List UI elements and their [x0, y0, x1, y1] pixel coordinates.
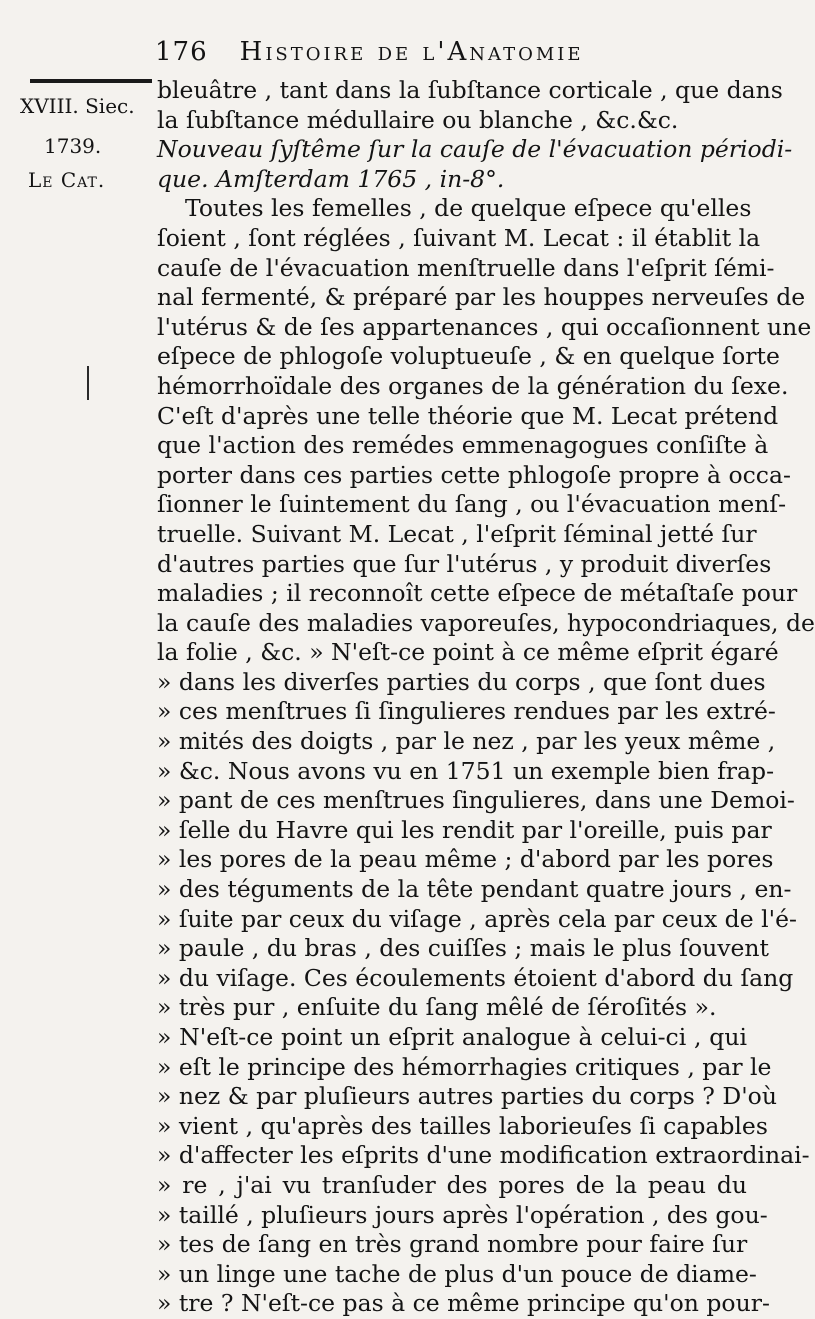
- book-title-line: Nouveau ſyſtême ſur la cauſe de l'évacuation périodi-: [157, 135, 793, 164]
- text-line: » pant de ces menſtrues ſingulieres, dans une Demoi-: [157, 786, 795, 815]
- text-line: la folie , &c. » N'eſt-ce point à ce même eſprit égaré: [157, 638, 779, 667]
- margin-note-author: Le Cat.: [28, 168, 106, 192]
- margin-note-century: XVIII. Siec.: [20, 94, 135, 118]
- text-line: la ſubſtance médullaire ou blanche , &c.&c.: [157, 105, 679, 134]
- book-title-line: que. Amſterdam 1765 , in-8°.: [157, 164, 505, 193]
- running-title: Histoire de l'Anatomie: [239, 37, 584, 67]
- text-line: » des téguments de la tête pendant quatre jours , en-: [157, 875, 792, 904]
- running-header: [155, 32, 755, 72]
- text-line: eſpece de phlogoſe voluptueuſe , & en quelque ſorte: [157, 342, 780, 371]
- text-line: » ces menſtrues ſi ſingulieres rendues par les extré-: [157, 697, 776, 726]
- text-line: maladies ; il reconnoît cette eſpece de métaſtaſe pour: [157, 579, 798, 608]
- text-line: ſoient , ſont réglées , ſuivant M. Lecat : il établit la: [157, 223, 761, 252]
- page-number: 176: [155, 37, 208, 67]
- text-line: Toutes les femelles , de quelque eſpece qu'elles: [185, 194, 752, 223]
- text-line: nal fermenté, & préparé par les houppes nerveuſes de: [157, 283, 806, 312]
- text-line: cauſe de l'évacuation menſtruelle dans l'eſprit ſémi-: [157, 253, 775, 282]
- text-line: » re , j'ai vu tranſuder des pores de la peau du: [157, 1170, 747, 1199]
- text-line: » paule , du bras , des cuiſſes ; mais le plus ſouvent: [157, 934, 769, 963]
- text-line: d'autres parties que ſur l'utérus , y produit diverſes: [157, 549, 772, 578]
- text-line: » taillé , pluſieurs jours après l'opération , des gou-: [157, 1200, 768, 1229]
- text-line: » du viſage. Ces écoulements étoient d'abord du ſang: [157, 963, 794, 992]
- text-line: que l'action des remédes emmenagogues conſiſte à: [157, 431, 769, 460]
- text-line: » vient , qu'après des tailles laborieuſes ſi capables: [157, 1111, 768, 1140]
- text-line: » d'affecter les eſprits d'une modification extraordinai-: [157, 1141, 810, 1170]
- text-line: » mités des doigts , par le nez , par les yeux même ,: [157, 727, 776, 756]
- margin-rule: [30, 79, 152, 83]
- text-line: C'eſt d'après une telle théorie que M. Lecat prétend: [157, 401, 779, 430]
- text-line: » eſt le principe des hémorrhagies critiques , par le: [157, 1052, 772, 1081]
- margin-note-year: 1739.: [44, 134, 102, 158]
- text-line: » tre ? N'eſt-ce pas à ce même principe qu'on pour-: [157, 1289, 770, 1318]
- text-line: » ſelle du Havre qui les rendit par l'oreille, puis par: [157, 815, 772, 844]
- text-line: » tes de ſang en très grand nombre pour faire ſur: [157, 1230, 748, 1259]
- text-line: porter dans ces parties cette phlogoſe propre à occa-: [157, 460, 791, 489]
- text-line: » dans les diverſes parties du corps , que ſont dues: [157, 667, 766, 696]
- text-line: » un linge une tache de plus d'un pouce de diame-: [157, 1259, 757, 1288]
- text-line: » ſuite par ceux du viſage , après cela par ceux de l'é-: [157, 904, 797, 933]
- text-line: ſionner le ſuintement du ſang , ou l'évacuation menſ-: [157, 490, 787, 519]
- text-line: truelle. Suivant M. Lecat , l'eſprit ſéminal jetté ſur: [157, 519, 757, 548]
- text-line: l'utérus & de ſes appartenances , qui occaſionnent une: [157, 312, 812, 341]
- text-line: » N'eſt-ce point un eſprit analogue à celui-ci , qui: [157, 1023, 747, 1051]
- text-line: bleuâtre , tant dans la ſubſtance corticale , que dans: [157, 76, 783, 104]
- text-line: » très pur , enſuite du ſang mêlé de ſéroſités ».: [157, 993, 717, 1022]
- text-line: » nez & par pluſieurs autres parties du corps ? D'où: [157, 1082, 777, 1111]
- text-line: » &c. Nous avons vu en 1751 un exemple bien frap-: [157, 756, 775, 785]
- body-text: [157, 76, 815, 1319]
- margin-stroke: [87, 366, 89, 400]
- text-line: hémorrhoïdale des organes de la génération du ſexe.: [157, 371, 789, 400]
- text-line: » les pores de la peau même ; d'abord par les pores: [157, 845, 774, 874]
- text-line: la cauſe des maladies vaporeuſes, hypocondriaques, de: [157, 608, 815, 637]
